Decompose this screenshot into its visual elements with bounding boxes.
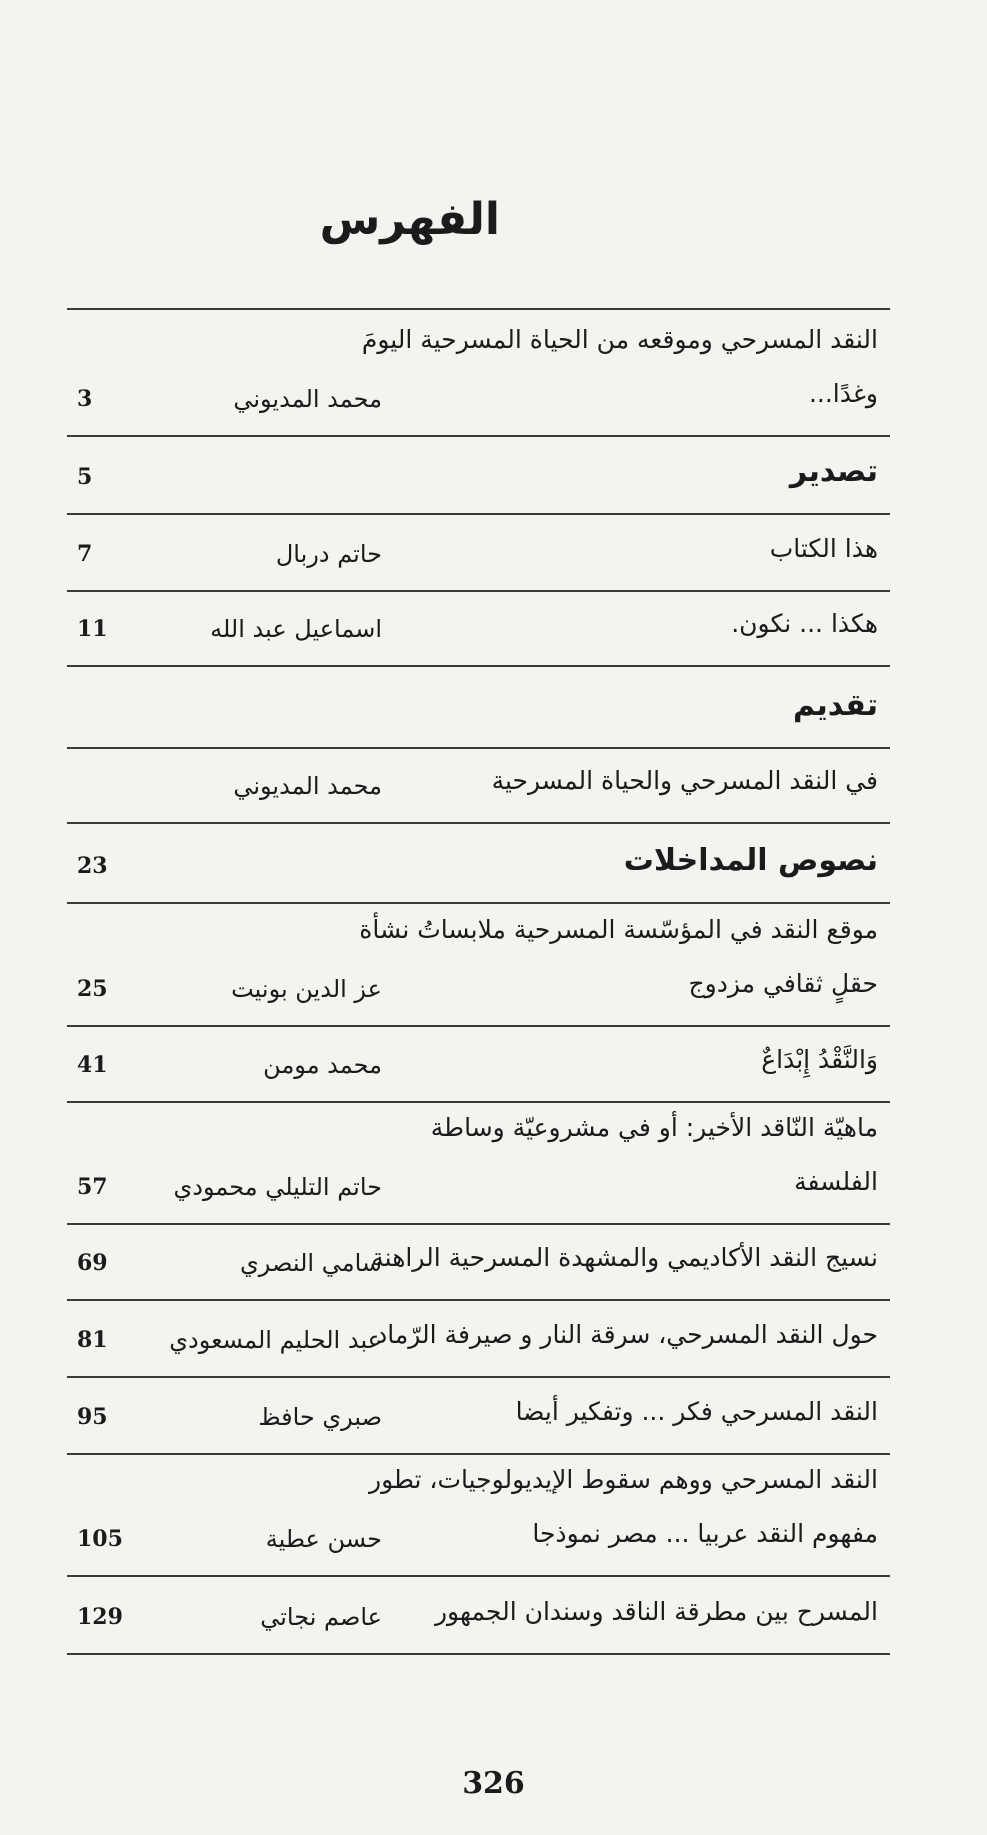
entry-page-number: 5 xyxy=(77,464,93,490)
entry-page-number: 69 xyxy=(77,1250,108,1276)
entry-author: محمد المديوني xyxy=(233,385,382,413)
toc-entry xyxy=(67,1378,890,1455)
toc-entry xyxy=(67,1225,890,1301)
toc-entry xyxy=(67,1301,890,1378)
entry-title: النقد المسرحي ووهم سقوط الإيديولوجيات، تطور مفهوم النقد عربيا ... مصر نموذجا xyxy=(369,1465,878,1548)
entry-title: في النقد المسرحي والحياة المسرحية xyxy=(491,766,878,795)
toc-entry xyxy=(67,1103,890,1225)
entry-author: سامي النصري xyxy=(240,1249,382,1277)
toc-entry xyxy=(67,904,890,1027)
toc-entry xyxy=(67,310,890,437)
entry-author: عبد الحليم المسعودي xyxy=(169,1326,382,1354)
toc-entry xyxy=(67,592,890,667)
entry-author: صبري حافظ xyxy=(258,1403,382,1431)
entry-title: النقد المسرحي وموقعه من الحياة المسرحية اليومَ وغدًا... xyxy=(361,325,878,408)
entry-author: محمد مومن xyxy=(263,1051,382,1079)
section-title: نصوص المداخلات xyxy=(623,843,878,878)
toc-section-heading xyxy=(67,667,890,749)
section-title: تقديم xyxy=(793,688,878,723)
entry-page-number: 81 xyxy=(77,1327,108,1353)
entry-title: هكذا ... نكون. xyxy=(731,609,878,638)
entry-page-number: 25 xyxy=(77,976,108,1002)
toc-entry xyxy=(67,1455,890,1577)
toc-section-heading xyxy=(67,437,890,515)
entry-title: المسرح بين مطرقة الناقد وسندان الجمهور xyxy=(434,1597,878,1626)
entry-title: موقع النقد في المؤسّسة المسرحية ملابساتُ نشأة حقلٍ ثقافي مزدوج xyxy=(359,915,878,998)
entry-page-number: 3 xyxy=(77,386,93,412)
entry-title: النقد المسرحي فكر ... وتفكير أيضا xyxy=(515,1397,878,1426)
entry-page-number: 57 xyxy=(77,1174,108,1200)
entry-author: اسماعيل عبد الله xyxy=(210,615,382,643)
entry-page-number: 129 xyxy=(77,1604,123,1630)
entry-page-number: 23 xyxy=(77,853,108,879)
toc-section-heading xyxy=(67,824,890,904)
entry-title: نسيج النقد الأكاديمي والمشهدة المسرحية الراهنة xyxy=(371,1243,878,1272)
table-of-contents xyxy=(67,308,890,1655)
toc-entry xyxy=(67,749,890,824)
entry-page-number: 105 xyxy=(77,1526,123,1552)
entry-page-number: 11 xyxy=(77,616,108,642)
entry-author: عز الدين بونيت xyxy=(231,975,382,1003)
toc-entry xyxy=(67,515,890,592)
entry-author: محمد المديوني xyxy=(233,772,382,800)
entry-page-number: 95 xyxy=(77,1404,108,1430)
entry-title: هذا الكتاب xyxy=(769,534,878,563)
entry-author: عاصم نجاتي xyxy=(260,1603,382,1631)
entry-title: ماهيّة النّاقد الأخير: أو في مشروعيّة وساطة الفلسفة xyxy=(430,1113,878,1196)
entry-page-number: 41 xyxy=(77,1052,108,1078)
toc-entry xyxy=(67,1027,890,1103)
entry-author: حسن عطية xyxy=(265,1525,382,1553)
toc-entry xyxy=(67,1577,890,1655)
entry-author: حاتم التليلي محمودي xyxy=(173,1173,382,1201)
section-title: تصدير xyxy=(789,454,878,489)
entry-title: حول النقد المسرحي، سرقة النار و صيرفة الرّماد xyxy=(376,1320,878,1349)
page-title: الفهرس xyxy=(319,194,500,245)
page-number: 326 xyxy=(462,1766,525,1801)
entry-author: حاتم دربال xyxy=(275,540,382,568)
entry-page-number: 7 xyxy=(77,541,93,567)
entry-title: وَالنَّقْدُ إِبْدَاعٌ xyxy=(761,1045,878,1074)
